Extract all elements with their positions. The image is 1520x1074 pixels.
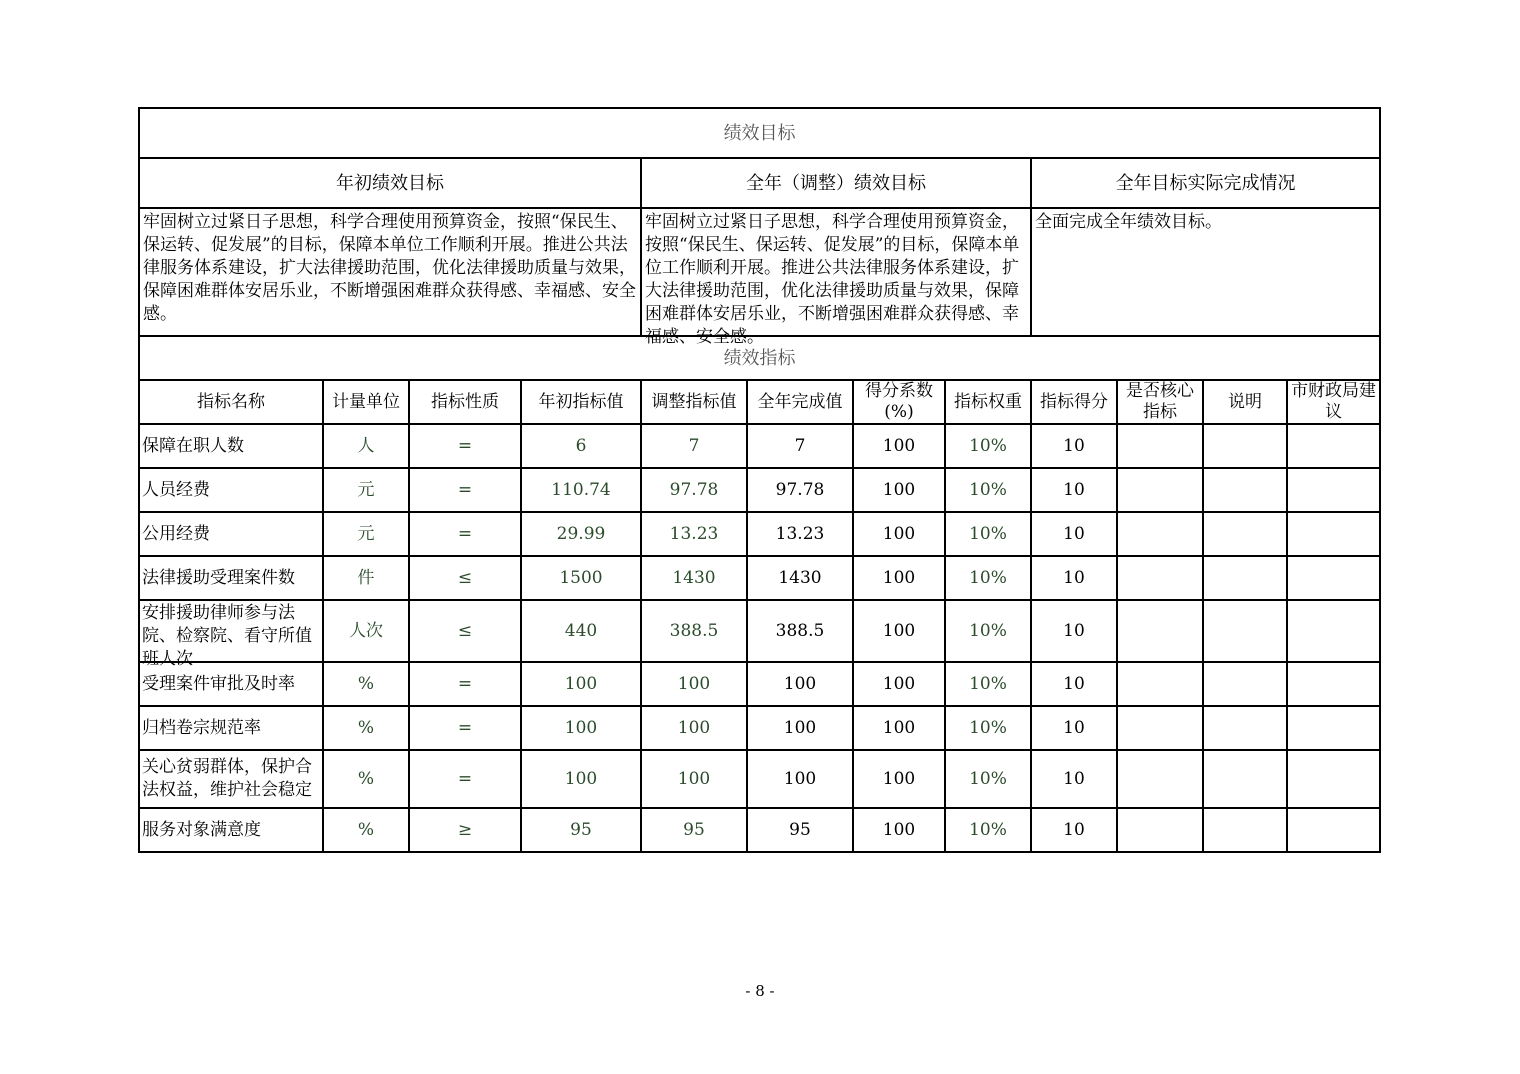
header-weight-label: 指标权重 xyxy=(954,391,1022,412)
cell-weight: 10% xyxy=(945,600,1031,662)
cell-weight: 10% xyxy=(945,662,1031,706)
cell-adjusted: 100 xyxy=(641,662,747,706)
cell-note xyxy=(1203,512,1287,556)
header-weight xyxy=(945,380,1031,424)
header-score-coef xyxy=(853,380,945,424)
cell-initial: 6 xyxy=(521,424,641,468)
indicator-name: 服务对象满意度 xyxy=(142,819,261,840)
indicator-name: 安排援助律师参与法院、检察院、看守所值班人次 xyxy=(142,603,312,669)
cell-advice xyxy=(1287,468,1380,512)
cell-nature: ≥ xyxy=(409,808,521,852)
goal-header-initial: 年初绩效目标 xyxy=(139,158,641,208)
cell-coef: 100 xyxy=(853,512,945,556)
cell-initial: 95 xyxy=(521,808,641,852)
cell-name xyxy=(139,600,323,669)
goal-text-adjusted: 牢固树立过紧日子思想，科学合理使用预算资金，按照“保民生、保运转、促发展”的目标，保障本单位工作顺利开展。推进公共法律服务体系建设，扩大法律援助范围，优化法律援助质量与效果，保障困难群体安居乐业，不断增强困难群众获得感、幸福感、安全感。 xyxy=(645,212,1020,347)
cell-initial: 110.74 xyxy=(521,468,641,512)
cell-initial: 100 xyxy=(521,750,641,808)
header-is-core-label: 是否核心指标 xyxy=(1126,381,1194,422)
cell-nature: ≤ xyxy=(409,600,521,662)
cell-note xyxy=(1203,662,1287,706)
cell-coef: 100 xyxy=(853,706,945,750)
cell-unit: 元 xyxy=(323,468,409,512)
cell-unit: % xyxy=(323,808,409,852)
cell-score: 10 xyxy=(1031,424,1117,468)
cell-unit: 人 xyxy=(323,424,409,468)
cell-initial: 100 xyxy=(521,662,641,706)
cell-advice xyxy=(1287,424,1380,468)
table-row xyxy=(139,706,1380,750)
cell-adjusted: 388.5 xyxy=(641,600,747,662)
cell-advice xyxy=(1287,706,1380,750)
cell-adjusted: 100 xyxy=(641,706,747,750)
cell-actual: 388.5 xyxy=(747,600,853,662)
cell-actual: 13.23 xyxy=(747,512,853,556)
cell-actual: 1430 xyxy=(747,556,853,600)
cell-note xyxy=(1203,706,1287,750)
cell-initial: 100 xyxy=(521,706,641,750)
cell-advice xyxy=(1287,600,1380,662)
header-actual-value-label: 全年完成值 xyxy=(757,391,843,412)
cell-nature: = xyxy=(409,706,521,750)
cell-coef: 100 xyxy=(853,600,945,662)
cell-core xyxy=(1117,750,1203,808)
cell-nature: = xyxy=(409,468,521,512)
cell-core xyxy=(1117,808,1203,852)
cell-note xyxy=(1203,750,1287,808)
cell-name xyxy=(139,808,323,852)
cell-actual: 7 xyxy=(747,424,853,468)
cell-name xyxy=(139,424,323,468)
cell-score: 10 xyxy=(1031,750,1117,808)
header-actual-value xyxy=(747,380,853,424)
section-title-goals: 绩效目标 xyxy=(139,108,1380,158)
cell-unit: 元 xyxy=(323,512,409,556)
cell-weight: 10% xyxy=(945,808,1031,852)
header-note-label: 说明 xyxy=(1228,391,1262,412)
cell-coef: 100 xyxy=(853,556,945,600)
page-number: - 8 - xyxy=(745,982,775,1000)
cell-coef: 100 xyxy=(853,808,945,852)
header-score xyxy=(1031,380,1117,424)
cell-adjusted: 100 xyxy=(641,750,747,808)
cell-advice xyxy=(1287,556,1380,600)
header-finance-advice xyxy=(1287,380,1380,424)
goal-header-actual: 全年目标实际完成情况 xyxy=(1031,158,1380,208)
cell-unit: 人次 xyxy=(323,600,409,662)
cell-nature: = xyxy=(409,512,521,556)
header-adjusted-value-label: 调整指标值 xyxy=(651,391,737,412)
cell-core xyxy=(1117,468,1203,512)
cell-score: 10 xyxy=(1031,512,1117,556)
cell-actual: 100 xyxy=(747,750,853,808)
cell-nature: ≤ xyxy=(409,556,521,600)
cell-nature: = xyxy=(409,662,521,706)
cell-core xyxy=(1117,556,1203,600)
indicator-name: 人员经费 xyxy=(142,479,210,500)
cell-adjusted: 7 xyxy=(641,424,747,468)
header-adjusted-value xyxy=(641,380,747,424)
cell-note xyxy=(1203,556,1287,600)
goal-text-initial-cell xyxy=(139,208,641,336)
cell-advice xyxy=(1287,750,1380,808)
indicator-name: 保障在职人数 xyxy=(142,435,244,456)
header-indicator-name-label: 指标名称 xyxy=(197,391,265,412)
cell-weight: 10% xyxy=(945,424,1031,468)
cell-name xyxy=(139,468,323,512)
cell-core xyxy=(1117,662,1203,706)
goal-text-initial: 牢固树立过紧日子思想，科学合理使用预算资金，按照“保民生、保运转、促发展”的目标，保障本单位工作顺利开展。推进公共法律服务体系建设，扩大法律援助范围，优化法律援助质量与效果，保障困难群体安居乐业，不断增强困难群众获得感、幸福感、安全感。 xyxy=(143,212,636,324)
indicator-body xyxy=(139,424,1380,852)
header-score-coef-label: 得分系数(%) xyxy=(865,381,933,422)
table-row xyxy=(139,662,1380,706)
cell-nature: = xyxy=(409,424,521,468)
header-nature xyxy=(409,380,521,424)
cell-weight: 10% xyxy=(945,556,1031,600)
cell-adjusted: 13.23 xyxy=(641,512,747,556)
cell-unit: % xyxy=(323,706,409,750)
cell-core xyxy=(1117,512,1203,556)
cell-initial: 1500 xyxy=(521,556,641,600)
header-nature-label: 指标性质 xyxy=(431,391,499,412)
cell-nature: = xyxy=(409,750,521,808)
cell-weight: 10% xyxy=(945,468,1031,512)
cell-weight: 10% xyxy=(945,512,1031,556)
cell-weight: 10% xyxy=(945,706,1031,750)
goal-header-adjusted: 全年（调整）绩效目标 xyxy=(641,158,1031,208)
performance-table xyxy=(138,107,1381,853)
indicator-header-row xyxy=(139,380,1380,424)
cell-name xyxy=(139,750,323,808)
cell-core xyxy=(1117,706,1203,750)
cell-score: 10 xyxy=(1031,468,1117,512)
cell-score: 10 xyxy=(1031,556,1117,600)
cell-actual: 100 xyxy=(747,662,853,706)
cell-coef: 100 xyxy=(853,424,945,468)
cell-note xyxy=(1203,424,1287,468)
indicator-name: 公用经费 xyxy=(142,523,210,544)
cell-score: 10 xyxy=(1031,808,1117,852)
cell-actual: 95 xyxy=(747,808,853,852)
cell-weight: 10% xyxy=(945,750,1031,808)
cell-adjusted: 95 xyxy=(641,808,747,852)
cell-adjusted: 97.78 xyxy=(641,468,747,512)
cell-initial: 29.99 xyxy=(521,512,641,556)
cell-name xyxy=(139,512,323,556)
cell-name xyxy=(139,556,323,600)
performance-table-sheet xyxy=(138,107,1379,853)
header-score-label: 指标得分 xyxy=(1040,391,1108,412)
cell-score: 10 xyxy=(1031,600,1117,662)
header-initial-value-label: 年初指标值 xyxy=(538,391,624,412)
indicator-name: 归档卷宗规范率 xyxy=(142,717,261,738)
cell-note xyxy=(1203,468,1287,512)
cell-name xyxy=(139,706,323,750)
cell-actual: 100 xyxy=(747,706,853,750)
cell-advice xyxy=(1287,512,1380,556)
cell-score: 10 xyxy=(1031,662,1117,706)
cell-advice xyxy=(1287,808,1380,852)
header-indicator-name xyxy=(139,380,323,424)
table-row xyxy=(139,750,1380,808)
indicator-name: 关心贫弱群体，保护合法权益，维护社会稳定 xyxy=(142,757,312,800)
indicator-name: 受理案件审批及时率 xyxy=(142,673,295,694)
table-row xyxy=(139,600,1380,662)
cell-actual: 97.78 xyxy=(747,468,853,512)
cell-score: 10 xyxy=(1031,706,1117,750)
header-initial-value xyxy=(521,380,641,424)
cell-core xyxy=(1117,424,1203,468)
table-row xyxy=(139,512,1380,556)
section-title-indicators: 绩效指标 xyxy=(139,336,1380,380)
cell-unit: % xyxy=(323,662,409,706)
header-unit-label: 计量单位 xyxy=(332,391,400,412)
cell-coef: 100 xyxy=(853,468,945,512)
cell-note xyxy=(1203,600,1287,662)
goal-text-actual-cell xyxy=(1031,208,1380,336)
table-row xyxy=(139,468,1380,512)
cell-note xyxy=(1203,808,1287,852)
cell-adjusted: 1430 xyxy=(641,556,747,600)
cell-unit: 件 xyxy=(323,556,409,600)
table-row xyxy=(139,808,1380,852)
header-finance-advice-label: 市财政局建议 xyxy=(1291,381,1377,422)
header-unit xyxy=(323,380,409,424)
cell-unit: % xyxy=(323,750,409,808)
table-row xyxy=(139,424,1380,468)
goal-text-actual: 全面完成全年绩效目标。 xyxy=(1035,212,1222,232)
header-note xyxy=(1203,380,1287,424)
goal-text-adjusted-cell xyxy=(641,208,1031,347)
cell-core xyxy=(1117,600,1203,662)
indicator-name: 法律援助受理案件数 xyxy=(142,567,295,588)
cell-advice xyxy=(1287,662,1380,706)
cell-coef: 100 xyxy=(853,662,945,706)
header-is-core xyxy=(1117,380,1203,424)
cell-initial: 440 xyxy=(521,600,641,662)
cell-coef: 100 xyxy=(853,750,945,808)
table-row xyxy=(139,556,1380,600)
